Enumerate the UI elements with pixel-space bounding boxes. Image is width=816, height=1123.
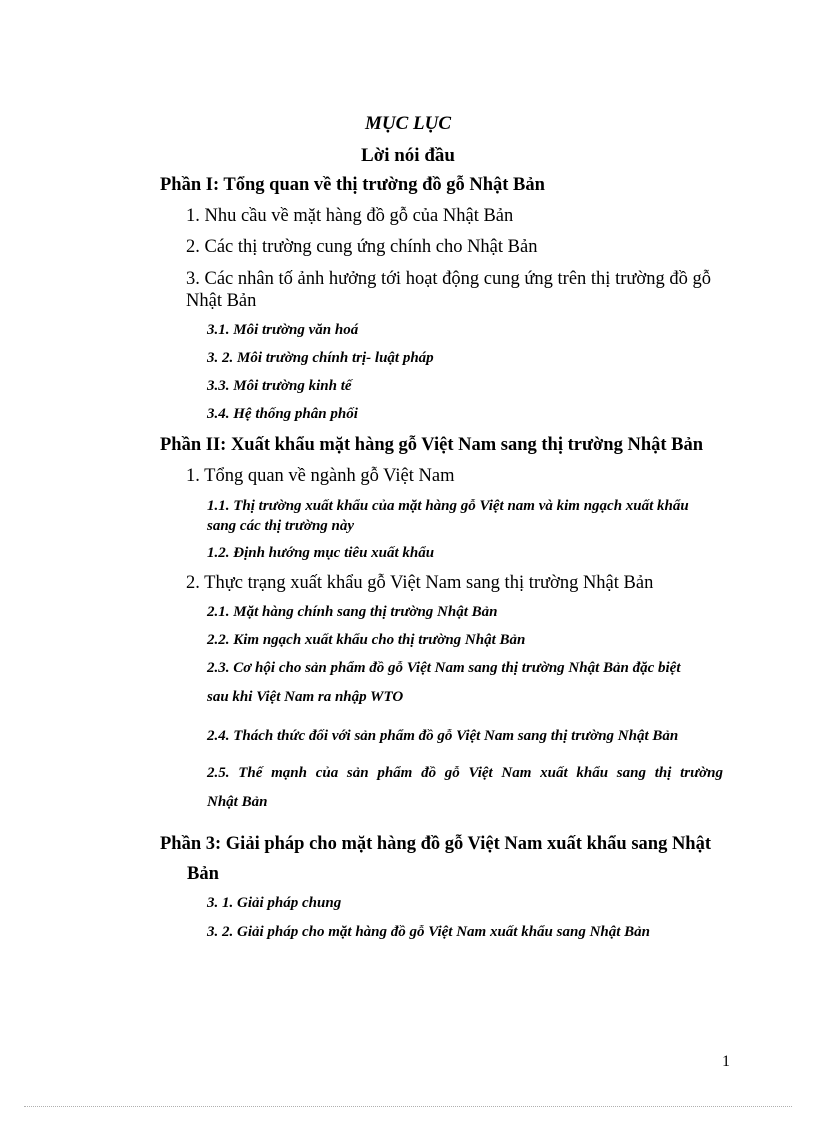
footer-divider — [24, 1106, 792, 1107]
part3-heading: Phần 3: Giải pháp cho mặt hàng đồ gỗ Việt Nam xuất khẩu sang Nhật — [160, 834, 711, 854]
page-number: 1 — [722, 1053, 730, 1070]
part3-subitem-1: 3. 1. Giải pháp chung — [207, 895, 342, 911]
toc-title: MỤC LỤC — [364, 113, 452, 134]
part2-subitem-2-4: 2.4. Thách thức đối với sản phẩm đồ gỗ Việt Nam sang thị trường Nhật Bản — [207, 728, 679, 744]
part1-item-2: 2. Các thị trường cung ứng chính cho Nhật Bản — [186, 237, 538, 257]
part2-subitem-2-5-cont: Nhật Bản — [207, 794, 268, 810]
part1-heading: Phần I: Tổng quan về thị trường đồ gỗ Nhật Bản — [160, 175, 545, 195]
part2-subitem-1-1: 1.1. Thị trường xuất khẩu của mặt hàng gỗ Việt nam và kim ngạch xuất khẩu sang các thị trường này — [207, 498, 689, 534]
part2-subitem-2-1: 2.1. Mặt hàng chính sang thị trường Nhật Bản — [207, 604, 498, 620]
part2-item-1: 1. Tổng quan về ngành gỗ Việt Nam — [186, 466, 455, 486]
part2-subitem-2-3-cont: sau khi Việt Nam ra nhập WTO — [207, 689, 404, 705]
part1-subitem-3-1: 3.1. Môi trường văn hoá — [207, 322, 359, 338]
part1-subitem-3-3: 3.3. Môi trường kinh tế — [207, 378, 352, 394]
part2-subitem-2-3: 2.3. Cơ hội cho sản phẩm đồ gỗ Việt Nam sang thị trường Nhật Bản đặc biệt — [207, 660, 681, 676]
part1-item-3: 3. Các nhân tố ảnh hưởng tới hoạt động cung ứng trên thị trường đồ gỗ Nhật Bản — [186, 269, 711, 311]
part2-subitem-1-2: 1.2. Định hướng mục tiêu xuất khẩu — [207, 545, 435, 561]
part2-item-2: 2. Thực trạng xuất khẩu gỗ Việt Nam sang thị trường Nhật Bản — [186, 573, 654, 593]
part2-subitem-2-5: 2.5. Thế mạnh của sản phẩm đồ gỗ Việt Nam xuất khẩu sang thị trường — [207, 765, 723, 781]
part3-subitem-2: 3. 2. Giải pháp cho mặt hàng đồ gỗ Việt Nam xuất khẩu sang Nhật Bản — [207, 924, 651, 940]
part1-subitem-3-2: 3. 2. Môi trường chính trị- luật pháp — [207, 350, 434, 366]
preface-heading: Lời nói đầu — [361, 145, 455, 166]
part2-subitem-2-2: 2.2. Kim ngạch xuất khẩu cho thị trường Nhật Bản — [207, 632, 526, 648]
part3-heading-cont: Bản — [187, 864, 219, 884]
part1-subitem-3-4: 3.4. Hệ thống phân phối — [207, 406, 358, 422]
part1-item-1: 1. Nhu cầu về mặt hàng đồ gỗ của Nhật Bản — [186, 206, 514, 226]
part2-heading: Phần II: Xuất khẩu mặt hàng gỗ Việt Nam sang thị trường Nhật Bản — [160, 435, 704, 455]
